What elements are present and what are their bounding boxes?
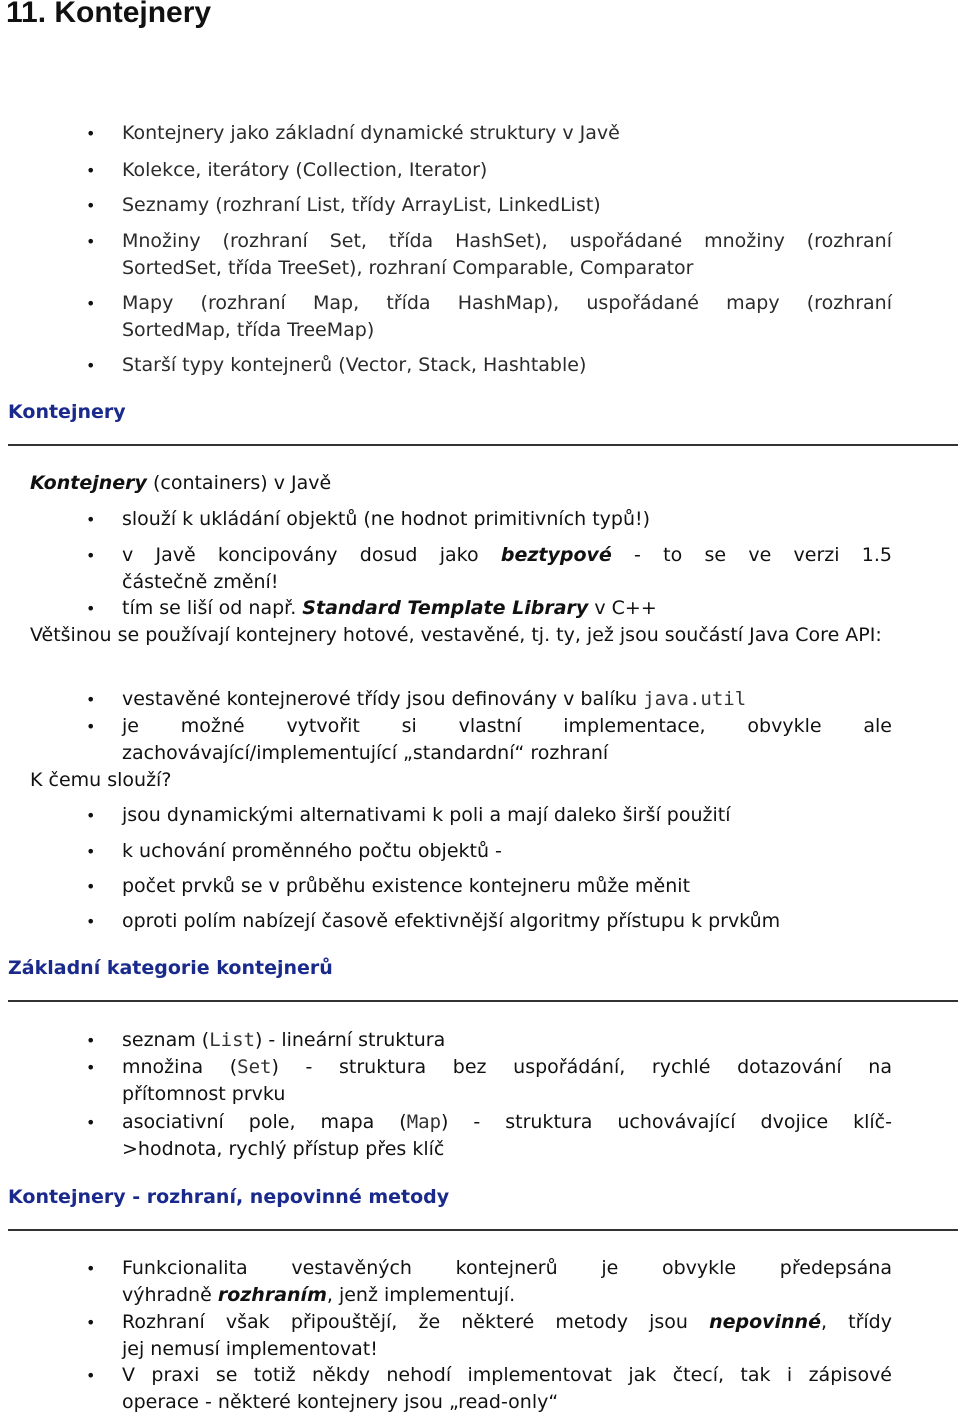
- paragraph: Většinou se používají kontejnery hotové, vestavěné, tj. ty, jež jsou součástí Java Core API:: [30, 624, 882, 646]
- list-item: • V praxi se totiž někdy nehodí implementovat jak čtecí, tak i zápisové operace - některé kontejnery jsou „read-only“: [86, 1362, 892, 1415]
- list-item: • v Javě koncipovány dosud jako beztypové - to se ve verzi 1.5 částečně změní!: [86, 542, 892, 596]
- page-title: 11. Kontejnery: [6, 0, 212, 29]
- list-item: • seznam (List) - lineární struktura: [86, 1027, 892, 1054]
- list-item: • množina (Set) - struktura bez uspořádání, rychlé dotazování na přítomnost prvku: [86, 1054, 892, 1108]
- divider: [8, 1000, 958, 1002]
- section-heading: Kontejnery: [8, 401, 126, 423]
- list-item: • Starší typy kontejnerů (Vector, Stack, Hashtable): [86, 352, 892, 379]
- paragraph: Kontejnery (containers) v Javě: [30, 472, 332, 494]
- list-item: • oproti polím nabízejí časově efektivnější algoritmy přístupu k prvkům: [86, 908, 892, 935]
- list-item: • asociativní pole, mapa (Map) - struktura uchovávající dvojice klíč- >hodnota, rychlý přístup přes klíč: [86, 1109, 892, 1163]
- list-item: • Kolekce, iterátory (Collection, Iterator): [86, 157, 892, 184]
- divider: [8, 1229, 958, 1231]
- section-heading: Základní kategorie kontejnerů: [8, 957, 333, 979]
- list-item: • Kontejnery jako základní dynamické struktury v Javě: [86, 120, 892, 147]
- list-item: • počet prvků se v průběhu existence kontejneru může měnit: [86, 873, 892, 900]
- list-item: • slouží k ukládání objektů (ne hodnot primitivních typů!): [86, 506, 892, 533]
- list-item: • tím se liší od např. Standard Template Library v C++: [86, 595, 892, 622]
- list-item: • vestavěné kontejnerové třídy jsou definovány v balíku java.util: [86, 686, 892, 713]
- section-heading: Kontejnery - rozhraní, nepovinné metody: [8, 1186, 450, 1208]
- list-item: • jsou dynamickými alternativami k poli a mají daleko širší použití: [86, 802, 892, 829]
- divider: [8, 444, 958, 446]
- list-item: • je možné vytvořit si vlastní implementace, obvykle ale zachovávající/implementující „standardní“ rozhraní: [86, 713, 892, 767]
- list-item: • Mapy (rozhraní Map, třída HashMap), uspořádané mapy (rozhraní SortedMap, třída TreeMap): [86, 290, 892, 344]
- list-item: • Seznamy (rozhraní List, třídy ArrayList, LinkedList): [86, 192, 892, 219]
- list-item: • k uchování proměnného počtu objektů -: [86, 838, 892, 865]
- list-item: • Funkcionalita vestavěných kontejnerů je obvykle předepsána výhradně rozhraním, jenž implementují.: [86, 1255, 892, 1309]
- question-text: K čemu slouží?: [30, 769, 172, 791]
- list-item: • Rozhraní však připouštějí, že některé metody jsou nepovinné, třídy jej nemusí implementovat!: [86, 1309, 892, 1363]
- list-item: • Množiny (rozhraní Set, třída HashSet), uspořádané množiny (rozhraní SortedSet, třída TreeSet), rozhraní Comparable, Comparator: [86, 228, 892, 282]
